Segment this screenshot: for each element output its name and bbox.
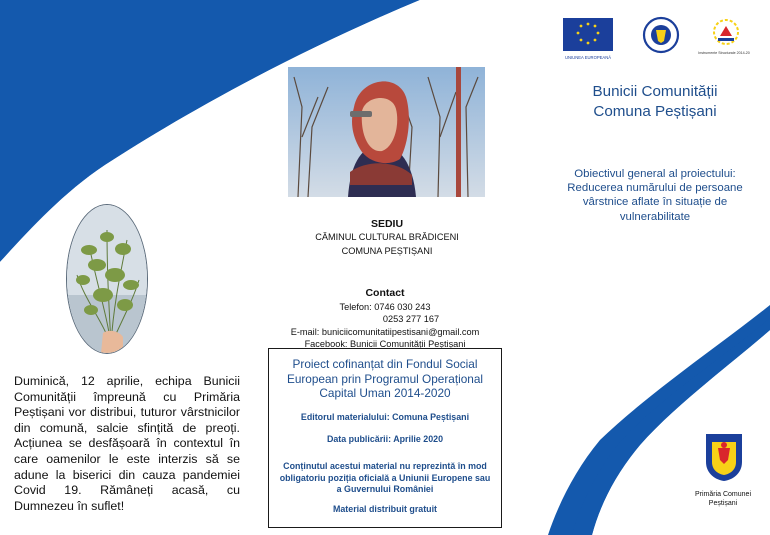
romania-coat-of-arms-icon [704,432,744,482]
project-objective: Obiectivul general al proiectului: Reducerea numărului de persoane vârstnice aflate în situație de vulnerabilitate [567,168,743,223]
eu-caption: UNIUNEA EUROPEANĂ [564,55,612,60]
project-info-box [268,348,502,528]
willow-branch-photo [66,204,148,354]
contact-phone-1: Telefon: 0746 030 243 [339,302,431,312]
government-seal-icon [644,18,678,52]
brochure-title-line-1: Bunicii Comunității [592,83,718,100]
project-disclaimer: Conținutul acestui material nu reprezintă în mod obligatoriu poziția oficială a Uniunii Europene sau a Guvernului României [279,460,491,495]
structural-funds-logo-icon [714,20,738,44]
eu-flag-icon [563,18,613,51]
sediu-block [270,218,504,258]
contact-facebook: Facebook: Bunicii Comunității Peștișani [304,339,466,350]
sediu-line-2: COMUNA PEȘTIȘANI [341,246,433,256]
brochure-title-line-2: Comuna Peștișani [593,103,717,120]
sediu-line-1: CĂMINUL CULTURAL BRĂDICENI [315,232,459,242]
elderly-woman-photo [288,67,485,197]
project-title: Proiect cofinanțat din Fondul Social European prin Programul Operațional Capital Uman 2014-2020 [286,357,484,401]
sediu-heading: SEDIU [370,218,404,230]
crest-label: Primăria Comunei Peștișani [694,491,752,507]
project-free-note: Material distribuit gratuit [332,503,438,514]
sf-caption: Instrumente Structurale 2014-2020 [698,51,750,55]
project-editor: Editorul materialului: Comuna Peștișani [300,411,470,422]
announcement-paragraph: Duminică, 12 aprilie, echipa Bunicii Comunității împreună cu Primăria Peștișani vor distribui, tuturor vârstnicilor din comună, salcie sfințită de preoți. Acțiunea se desfășoară în contextul în care oamenilor le este interzis să se adune la biserici din cauza pandemiei Covid 19. Rămâneți acasă, cu Dumnezeu în suflet! [14,374,240,513]
contact-phone-2: 0253 277 167 [382,314,440,325]
contact-heading: Contact [365,287,405,299]
contact-email: E-mail: buniciicomunitatiipestisani@gmail.com [290,326,480,337]
brochure-title [560,82,750,122]
logo-strip [560,14,750,64]
project-date: Data publicării: Aprilie 2020 [326,434,444,445]
contact-block [265,287,505,351]
